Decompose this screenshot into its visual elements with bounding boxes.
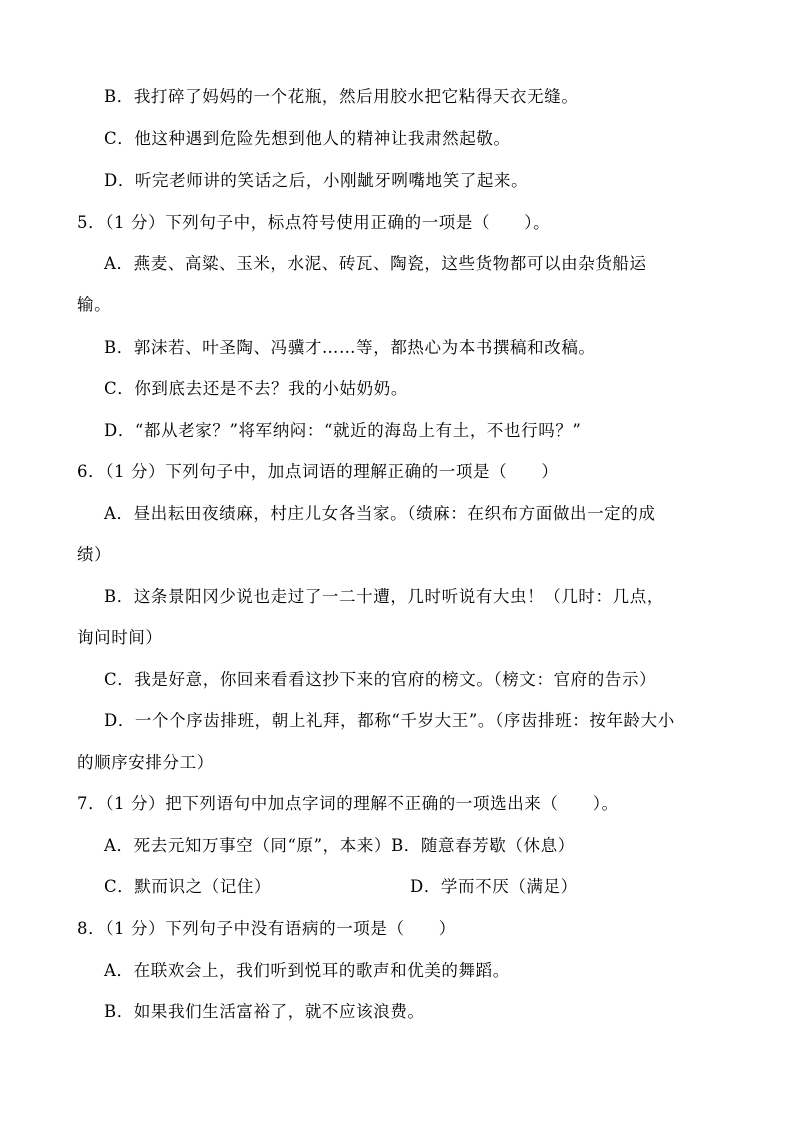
q5-option-c: C．你到底去还是不去？我的小姑奶奶。 xyxy=(104,379,408,398)
q6-option-b: B．这条景阳冈少说也走过了一二十遭，几时听说有大虫！（几时：几点， xyxy=(104,587,664,606)
q5-option-a-cont: 输。 xyxy=(77,295,112,314)
q5-option-d: D．“都从老家？”将军纳闷：“就近的海岛上有土，不也行吗？” xyxy=(104,421,582,440)
q7-options-ab: A．死去元知万事空（同“原”，本来）B．随意春芳歇（休息） xyxy=(104,836,575,855)
question-7-stem: 7．（1 分）把下列语句中加点字词的理解不正确的一项选出来（ ）。 xyxy=(77,794,619,813)
q8-option-a: A．在联欢会上，我们听到悦耳的歌声和优美的舞蹈。 xyxy=(104,961,510,980)
q4-option-c: C．他这种遇到危险先想到他人的精神让我肃然起敬。 xyxy=(104,129,511,148)
q6-option-a-cont: 绩） xyxy=(77,545,112,564)
q7-option-c: C．默而识之（记住） xyxy=(104,877,272,896)
q5-option-a: A．燕麦、高粱、玉米，水泥、砖瓦、陶瓷，这些货物都可以由杂货船运 xyxy=(104,254,647,273)
question-5-stem: 5．（1 分）下列句子中，标点符号使用正确的一项是（ ）。 xyxy=(77,213,551,232)
question-8-stem: 8．（1 分）下列句子中没有语病的一项是（ ） xyxy=(77,919,456,938)
q7-option-d: D．学而不厌（满足） xyxy=(410,877,578,896)
q6-option-d-cont: 的顺序安排分工） xyxy=(77,753,214,772)
q6-option-b-cont: 询问时间） xyxy=(77,628,163,647)
q5-option-b: B．郭沫若、叶圣陶、冯骥才……等，都热心为本书撰稿和改稿。 xyxy=(104,338,596,357)
q8-option-b: B．如果我们生活富裕了，就不应该浪费。 xyxy=(104,1002,425,1021)
q4-option-b: B．我打碎了妈妈的一个花瓶，然后用胶水把它粘得天衣无缝。 xyxy=(104,87,579,106)
q4-option-d: D．听完老师讲的笑话之后，小刚龇牙咧嘴地笑了起来。 xyxy=(104,171,529,190)
question-6-stem: 6．（1 分）下列句子中，加点词语的理解正确的一项是（ ） xyxy=(77,462,559,481)
q6-option-d: D．一个个序齿排班，朝上礼拜，都称“千岁大王”。（序齿排班：按年龄大小 xyxy=(104,711,675,730)
q6-option-a: A．昼出耘田夜绩麻，村庄儿女各当家。（绩麻：在织布方面做出一定的成 xyxy=(104,504,656,523)
q6-option-c: C．我是好意，你回来看看这抄下来的官府的榜文。（榜文：官府的告示） xyxy=(104,670,657,689)
